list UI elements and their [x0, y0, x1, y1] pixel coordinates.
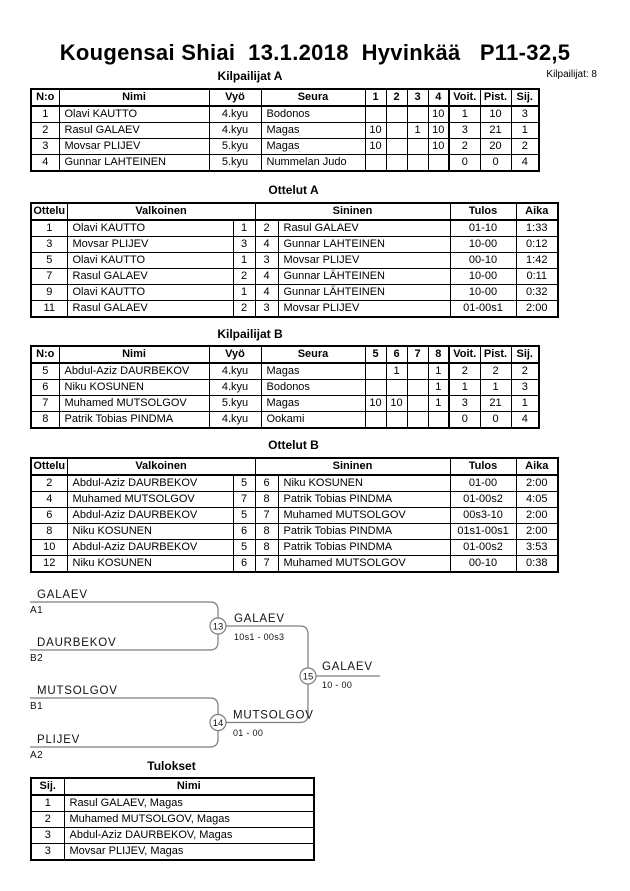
cell-score-1 [365, 412, 386, 429]
cell-club: Bodonos [261, 380, 365, 396]
cell-belt: 4.kyu [209, 363, 261, 380]
column-header: Pist. [480, 89, 511, 106]
cell-blue-name: Niku KOSUNEN [278, 475, 450, 492]
column-header: Sininen [255, 458, 450, 475]
cell-blue-name: Rasul GALAEV [278, 220, 450, 237]
cell-points: 21 [480, 123, 511, 139]
matches-b-title: Ottelut B [268, 438, 319, 452]
cell-white-no: 2 [233, 269, 255, 285]
cell-belt: 5.kyu [209, 155, 261, 172]
cell-blue-no: 4 [255, 237, 278, 253]
bracket-final-winner-name: GALAEV [322, 661, 373, 673]
cell-white-name: Olavi KAUTTO [67, 285, 233, 301]
cell-belt: 4.kyu [209, 123, 261, 139]
column-header: 2 [386, 89, 407, 106]
pool-b-title: Kilpailijat B [217, 327, 283, 341]
cell-points: 1 [480, 380, 511, 396]
bracket-sf2-score: 01 - 00 [233, 728, 264, 738]
cell-match-no: 8 [31, 524, 67, 540]
bracket-sf1-bottom-name: DAURBEKOV [37, 637, 117, 649]
cell-result: 01-00s2 [450, 540, 516, 556]
cell-white-name: Rasul GALAEV [67, 301, 233, 318]
cell-name: Olavi KAUTTO [59, 106, 209, 123]
cell-wins: 0 [449, 412, 480, 429]
cell-score-4 [428, 155, 449, 172]
cell-match-no: 1 [31, 220, 67, 237]
column-header: Sij. [511, 346, 539, 363]
bracket-match-14-number: 14 [212, 718, 224, 729]
cell-white-name: Abdul-Aziz DAURBEKOV [67, 540, 233, 556]
matches-b-table [30, 457, 559, 573]
column-header: Pist. [480, 346, 511, 363]
cell-result: 01s1-00s1 [450, 524, 516, 540]
cell-time: 2:00 [516, 524, 558, 540]
cell-white-name: Niku KOSUNEN [67, 556, 233, 573]
table-row [31, 220, 558, 237]
cell-result: 00-10 [450, 253, 516, 269]
column-header: 7 [407, 346, 428, 363]
column-header: Ottelu [31, 458, 67, 475]
cell-score-4: 1 [428, 396, 449, 412]
cell-time: 2:00 [516, 301, 558, 318]
cell-white-no: 5 [233, 508, 255, 524]
column-header: Aika [516, 203, 558, 220]
cell-score-2 [386, 123, 407, 139]
cell-time: 4:05 [516, 492, 558, 508]
table-row [31, 155, 539, 172]
cell-place: 1 [511, 123, 539, 139]
cell-blue-name: Muhamed MUTSOLGOV [278, 508, 450, 524]
table-row [31, 396, 539, 412]
bracket-sf2-winner-name: MUTSOLGOV [233, 709, 314, 722]
header-row [31, 203, 558, 220]
cell-place: 3 [31, 844, 64, 861]
cell-score-1: 10 [365, 396, 386, 412]
cell-place: 3 [511, 106, 539, 123]
cell-result: 00s3-10 [450, 508, 516, 524]
cell-score-1 [365, 155, 386, 172]
table-row [31, 795, 314, 812]
cell-white-name: Muhamed MUTSOLGOV [67, 492, 233, 508]
cell-white-no: 1 [233, 253, 255, 269]
table-row [31, 492, 558, 508]
page-title: Kougensai Shiai 13.1.2018 Hyvinkää P11-32,5 [59, 40, 571, 65]
cell-match-no: 9 [31, 285, 67, 301]
cell-score-3 [407, 396, 428, 412]
cell-name: Movsar PLIJEV, Magas [64, 844, 314, 861]
cell-points: 21 [480, 396, 511, 412]
table-row [31, 301, 558, 318]
cell-club: Nummelan Judo [261, 155, 365, 172]
table-row [31, 363, 539, 380]
cell-club: Ookami [261, 412, 365, 429]
table-row [31, 412, 539, 429]
cell-time: 0:12 [516, 237, 558, 253]
column-header: Vyö [209, 89, 261, 106]
cell-match-no: 2 [31, 475, 67, 492]
cell-place: 4 [511, 155, 539, 172]
cell-score-3 [407, 106, 428, 123]
column-header: Ottelu [31, 203, 67, 220]
cell-match-no: 7 [31, 269, 67, 285]
column-header: Sij. [511, 89, 539, 106]
table-row [31, 237, 558, 253]
final-bracket [0, 580, 630, 765]
column-header: N:o [31, 89, 59, 106]
cell-score-1 [365, 363, 386, 380]
cell-time: 0:11 [516, 269, 558, 285]
cell-blue-name: Movsar PLIJEV [278, 253, 450, 269]
column-header: Aika [516, 458, 558, 475]
cell-no: 8 [31, 412, 59, 429]
header-row [31, 346, 539, 363]
cell-no: 7 [31, 396, 59, 412]
bracket-final-score: 10 - 00 [322, 680, 353, 690]
column-header: 5 [365, 346, 386, 363]
cell-score-4: 10 [428, 139, 449, 155]
column-header: 8 [428, 346, 449, 363]
cell-no: 4 [31, 155, 59, 172]
cell-result: 10-00 [450, 237, 516, 253]
cell-place: 1 [511, 396, 539, 412]
cell-blue-name: Patrik Tobias PINDMA [278, 492, 450, 508]
cell-name: Abdul-Aziz DAURBEKOV [59, 363, 209, 380]
cell-blue-name: Gunnar LÄHTEINEN [278, 285, 450, 301]
table-row [31, 540, 558, 556]
cell-score-2: 10 [386, 396, 407, 412]
cell-name: Muhamed MUTSOLGOV [59, 396, 209, 412]
cell-wins: 2 [449, 139, 480, 155]
cell-match-no: 3 [31, 237, 67, 253]
cell-score-4: 1 [428, 363, 449, 380]
cell-match-no: 10 [31, 540, 67, 556]
cell-wins: 3 [449, 396, 480, 412]
table-row [31, 524, 558, 540]
cell-wins: 0 [449, 155, 480, 172]
cell-score-4: 10 [428, 106, 449, 123]
cell-name: Rasul GALAEV, Magas [64, 795, 314, 812]
cell-blue-no: 4 [255, 269, 278, 285]
cell-blue-no: 2 [255, 220, 278, 237]
cell-belt: 4.kyu [209, 380, 261, 396]
column-header: Sininen [255, 203, 450, 220]
cell-white-no: 5 [233, 540, 255, 556]
cell-club: Magas [261, 123, 365, 139]
table-row [31, 508, 558, 524]
column-header: Valkoinen [67, 203, 255, 220]
cell-wins: 1 [449, 380, 480, 396]
cell-white-no: 3 [233, 237, 255, 253]
cell-club: Magas [261, 139, 365, 155]
column-header: 4 [428, 89, 449, 106]
cell-blue-no: 8 [255, 524, 278, 540]
cell-score-3 [407, 139, 428, 155]
cell-blue-name: Muhamed MUTSOLGOV [278, 556, 450, 573]
table-row [31, 812, 314, 828]
pool-a-table [30, 88, 540, 172]
cell-wins: 2 [449, 363, 480, 380]
cell-match-no: 12 [31, 556, 67, 573]
cell-white-no: 1 [233, 285, 255, 301]
column-header: 6 [386, 346, 407, 363]
cell-score-1 [365, 380, 386, 396]
cell-points: 0 [480, 155, 511, 172]
cell-result: 01-10 [450, 220, 516, 237]
column-header: N:o [31, 346, 59, 363]
cell-white-no: 2 [233, 301, 255, 318]
cell-white-name: Olavi KAUTTO [67, 253, 233, 269]
table-row [31, 380, 539, 396]
column-header: Voit. [449, 346, 480, 363]
table-row [31, 269, 558, 285]
cell-white-no: 5 [233, 475, 255, 492]
cell-blue-no: 3 [255, 253, 278, 269]
bracket-match-15-number: 15 [302, 671, 314, 683]
cell-match-no: 4 [31, 492, 67, 508]
cell-time: 1:33 [516, 220, 558, 237]
column-header: Vyö [209, 346, 261, 363]
cell-result: 01-00 [450, 475, 516, 492]
cell-time: 0:32 [516, 285, 558, 301]
cell-club: Bodonos [261, 106, 365, 123]
cell-result: 00-10 [450, 556, 516, 573]
cell-no: 3 [31, 139, 59, 155]
cell-result: 01-00s2 [450, 492, 516, 508]
table-row [31, 475, 558, 492]
header-row [31, 778, 314, 795]
cell-white-no: 6 [233, 524, 255, 540]
results-table [30, 777, 315, 861]
column-header: 1 [365, 89, 386, 106]
cell-time: 2:00 [516, 508, 558, 524]
cell-match-no: 5 [31, 253, 67, 269]
cell-blue-name: Gunnar LÄHTEINEN [278, 269, 450, 285]
cell-score-4: 1 [428, 380, 449, 396]
bracket-match-13-number: 13 [212, 621, 224, 633]
cell-score-2 [386, 155, 407, 172]
pool-b-table [30, 345, 540, 429]
cell-score-3 [407, 155, 428, 172]
cell-white-name: Rasul GALAEV [67, 269, 233, 285]
cell-white-name: Abdul-Aziz DAURBEKOV [67, 475, 233, 492]
cell-white-no: 1 [233, 220, 255, 237]
cell-match-no: 6 [31, 508, 67, 524]
table-row [31, 139, 539, 155]
pool-a-title: Kilpailijat A [217, 69, 283, 83]
cell-place: 2 [511, 363, 539, 380]
cell-result: 10-00 [450, 269, 516, 285]
bracket-sf2-top-name: MUTSOLGOV [37, 685, 118, 697]
matches-a-table [30, 202, 559, 318]
table-row [31, 106, 539, 123]
bracket-sf1-top-name: GALAEV [37, 589, 88, 601]
cell-score-2 [386, 106, 407, 123]
cell-blue-name: Gunnar LAHTEINEN [278, 237, 450, 253]
table-row [31, 123, 539, 139]
cell-place: 4 [511, 412, 539, 429]
cell-place: 2 [511, 139, 539, 155]
cell-time: 1:42 [516, 253, 558, 269]
cell-score-2 [386, 139, 407, 155]
table-row [31, 556, 558, 573]
column-header: Tulos [450, 203, 516, 220]
cell-name: Gunnar LAHTEINEN [59, 155, 209, 172]
table-row [31, 285, 558, 301]
cell-blue-name: Patrik Tobias PINDMA [278, 540, 450, 556]
cell-belt: 5.kyu [209, 139, 261, 155]
column-header: Seura [261, 346, 365, 363]
table-row [31, 828, 314, 844]
cell-blue-no: 7 [255, 508, 278, 524]
cell-score-3: 1 [407, 123, 428, 139]
cell-name: Patrik Tobias PINDMA [59, 412, 209, 429]
cell-place: 1 [31, 795, 64, 812]
column-header: Voit. [449, 89, 480, 106]
cell-score-3 [407, 380, 428, 396]
cell-white-no: 7 [233, 492, 255, 508]
cell-belt: 4.kyu [209, 412, 261, 429]
cell-points: 0 [480, 412, 511, 429]
cell-name: Abdul-Aziz DAURBEKOV, Magas [64, 828, 314, 844]
cell-white-name: Niku KOSUNEN [67, 524, 233, 540]
column-header: Nimi [59, 346, 209, 363]
table-row [31, 253, 558, 269]
cell-blue-no: 8 [255, 540, 278, 556]
header-row [31, 458, 558, 475]
cell-blue-no: 7 [255, 556, 278, 573]
cell-points: 20 [480, 139, 511, 155]
bracket-sf2-top-seed: B1 [30, 701, 44, 712]
cell-belt: 5.kyu [209, 396, 261, 412]
cell-blue-no: 3 [255, 301, 278, 318]
cell-match-no: 11 [31, 301, 67, 318]
cell-club: Magas [261, 363, 365, 380]
cell-score-3 [407, 412, 428, 429]
bracket-sf1-top-seed: A1 [30, 605, 44, 616]
cell-no: 1 [31, 106, 59, 123]
cell-points: 2 [480, 363, 511, 380]
cell-score-2 [386, 412, 407, 429]
cell-name: Movsar PLIJEV [59, 139, 209, 155]
cell-blue-no: 8 [255, 492, 278, 508]
column-header: Nimi [64, 778, 314, 795]
matches-a-title: Ottelut A [268, 183, 319, 197]
cell-score-4: 10 [428, 123, 449, 139]
competitors-count: Kilpailijat: 8 [546, 69, 597, 80]
cell-no: 2 [31, 123, 59, 139]
column-header: Valkoinen [67, 458, 255, 475]
cell-score-2 [386, 380, 407, 396]
cell-no: 6 [31, 380, 59, 396]
cell-time: 3:53 [516, 540, 558, 556]
cell-place: 2 [31, 812, 64, 828]
cell-name: Muhamed MUTSOLGOV, Magas [64, 812, 314, 828]
table-row [31, 844, 314, 861]
column-header: Seura [261, 89, 365, 106]
cell-blue-no: 4 [255, 285, 278, 301]
cell-time: 0:38 [516, 556, 558, 573]
bracket-sf2-bottom-seed: A2 [30, 750, 44, 761]
cell-blue-name: Movsar PLIJEV [278, 301, 450, 318]
cell-place: 3 [31, 828, 64, 844]
cell-place: 3 [511, 380, 539, 396]
cell-belt: 4.kyu [209, 106, 261, 123]
cell-blue-name: Patrik Tobias PINDMA [278, 524, 450, 540]
cell-result: 01-00s1 [450, 301, 516, 318]
bracket-sf2-bottom-name: PLIJEV [37, 734, 81, 746]
cell-time: 2:00 [516, 475, 558, 492]
bracket-sf1-score: 10s1 - 00s3 [234, 632, 285, 642]
cell-result: 10-00 [450, 285, 516, 301]
cell-wins: 1 [449, 106, 480, 123]
cell-white-name: Olavi KAUTTO [67, 220, 233, 237]
cell-name: Niku KOSUNEN [59, 380, 209, 396]
bracket-sf1-winner-name: GALAEV [234, 613, 285, 625]
cell-white-name: Movsar PLIJEV [67, 237, 233, 253]
cell-score-4 [428, 412, 449, 429]
cell-score-2: 1 [386, 363, 407, 380]
column-header: Tulos [450, 458, 516, 475]
cell-score-1: 10 [365, 123, 386, 139]
cell-score-1: 10 [365, 139, 386, 155]
cell-name: Rasul GALAEV [59, 123, 209, 139]
bracket-sf1-bottom-seed: B2 [30, 653, 44, 664]
column-header: Sij. [31, 778, 64, 795]
cell-blue-no: 6 [255, 475, 278, 492]
cell-score-1 [365, 106, 386, 123]
cell-no: 5 [31, 363, 59, 380]
cell-white-no: 6 [233, 556, 255, 573]
cell-wins: 3 [449, 123, 480, 139]
column-header: 3 [407, 89, 428, 106]
results-title: Tulokset [147, 759, 196, 773]
cell-white-name: Abdul-Aziz DAURBEKOV [67, 508, 233, 524]
header-row [31, 89, 539, 106]
cell-club: Magas [261, 396, 365, 412]
cell-points: 10 [480, 106, 511, 123]
cell-score-3 [407, 363, 428, 380]
column-header: Nimi [59, 89, 209, 106]
